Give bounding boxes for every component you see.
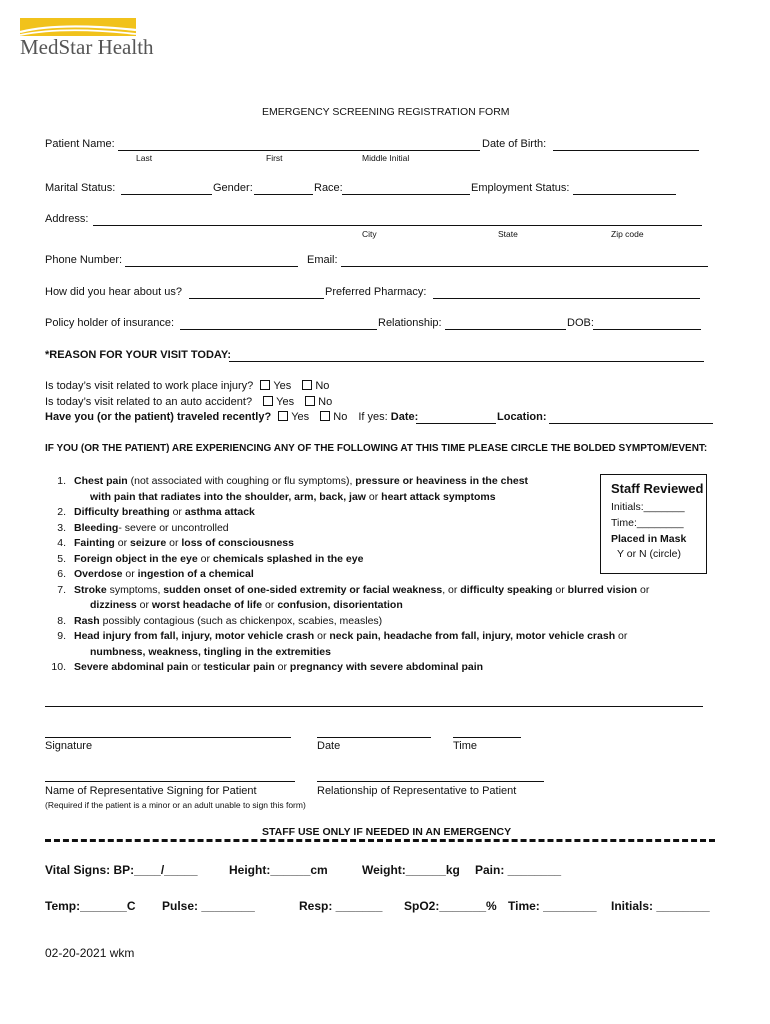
auto-no-checkbox[interactable]	[305, 396, 315, 406]
middle-caption: Middle Initial	[362, 153, 410, 163]
yes-label: Yes	[291, 411, 310, 423]
rep-note: (Required if the patient is a minor or an adult unable to sign this form)	[45, 800, 306, 810]
pulse: Pulse: ________	[162, 899, 255, 913]
full-width-rule	[45, 706, 703, 707]
work-yes-checkbox[interactable]	[260, 380, 270, 390]
dob-label: Date of Birth:	[482, 138, 547, 150]
symptom-item-8: 8. Rash possibly contagious (such as chickenpox, scabies, measles)	[57, 614, 383, 627]
if-yes-label: If yes:	[358, 411, 388, 423]
yes-label: Yes	[276, 396, 295, 408]
city-caption: City	[362, 229, 377, 239]
first-caption: First	[266, 153, 283, 163]
pharmacy-label: Preferred Pharmacy:	[325, 286, 427, 298]
staff-use-title: STAFF USE ONLY IF NEEDED IN AN EMERGENCY	[262, 826, 512, 838]
pain: Pain: ________	[475, 863, 562, 877]
signature-date-field[interactable]	[317, 737, 431, 738]
symptom-item-7-cont: dizziness or worst headache of life or confusion, disorientation	[90, 599, 403, 611]
dob2-label: DOB:	[567, 317, 594, 329]
medstar-logo-mark	[20, 18, 136, 36]
symptom-item-1: 1. Chest pain (not associated with coughing or flu symptoms), pressure or heaviness in the chest	[57, 475, 529, 487]
phone-field[interactable]	[125, 266, 298, 267]
staff-initials: Initials:_______	[611, 501, 685, 513]
hear-label: How did you hear about us?	[45, 286, 182, 298]
employment-field[interactable]	[573, 194, 676, 195]
staff-time: Time:________	[611, 517, 684, 529]
reason-label: *REASON FOR YOUR VISIT TODAY:	[45, 349, 232, 361]
time-caption: Time	[453, 740, 478, 752]
hear-field[interactable]	[189, 298, 324, 299]
dob-field[interactable]	[553, 150, 699, 151]
travel-date-label: Date:	[390, 411, 419, 423]
patient-name-label: Patient Name:	[45, 138, 115, 150]
marital-label: Marital Status:	[45, 182, 116, 194]
symptom-item-2: 2. Difficulty breathing or asthma attack	[57, 506, 255, 518]
no-label: No	[333, 411, 348, 423]
travel-location-label: Location:	[497, 411, 547, 423]
yes-label: Yes	[273, 380, 292, 392]
weight: Weight:______kg	[362, 863, 460, 877]
travel-yes-checkbox[interactable]	[278, 411, 288, 421]
rep-name-field[interactable]	[45, 781, 295, 782]
rep-relationship-caption: Relationship of Representative to Patient	[317, 785, 517, 797]
date-caption: Date	[317, 740, 341, 752]
symptom-item-6: 6. Overdose or ingestion of a chemical	[57, 568, 254, 580]
address-field[interactable]	[93, 225, 702, 226]
time-field: Time: ________	[508, 899, 597, 913]
patient-name-field[interactable]	[118, 150, 480, 151]
marital-field[interactable]	[121, 194, 212, 195]
logo-text: MedStar Health	[20, 35, 154, 59]
symptom-item-5: 5. Foreign object in the eye or chemicals splashed in the eye	[57, 552, 364, 565]
zip-caption: Zip code	[611, 229, 644, 239]
dob2-field[interactable]	[593, 329, 701, 330]
question-travel-text: Have you (or the patient) traveled recently?	[45, 411, 272, 423]
question-travel	[45, 411, 418, 423]
no-label: No	[318, 396, 333, 408]
address-label: Address:	[45, 213, 89, 225]
question-work-text: Is today’s visit related to work place injury?	[45, 380, 254, 392]
relationship-label: Relationship:	[378, 317, 442, 329]
rep-name-caption: Name of Representative Signing for Patient	[45, 785, 257, 797]
travel-no-checkbox[interactable]	[320, 411, 330, 421]
policy-label: Policy holder of insurance:	[45, 317, 175, 329]
symptom-item-9: 9. Head injury from fall, injury, motor vehicle crash or neck pain, headache from fall, injury, motor vehicle crash or	[57, 630, 628, 642]
symptom-item-3: 3. Bleeding- severe or uncontrolled	[57, 521, 229, 534]
dashed-divider	[45, 839, 715, 842]
symptom-item-1-cont: with pain that radiates into the shoulder, arm, back, jaw or heart attack symptoms	[90, 490, 496, 503]
pharmacy-field[interactable]	[433, 298, 700, 299]
race-label: Race:	[314, 182, 343, 194]
symptom-item-7: 7. Stroke symptoms, sudden onset of one-sided extremity or facial weakness, or difficulty speaking or blurred vision or	[57, 583, 650, 596]
instructions: IF YOU (OR THE PATIENT) ARE EXPERIENCING ANY OF THE FOLLOWING AT THIS TIME PLEASE CIRCLE THE BOLDED SYMPTOM/EVENT:	[45, 443, 708, 454]
staff-initials-field: Initials: ________	[611, 899, 710, 913]
symptom-item-9-cont: numbness, weakness, tingling in the extremities	[90, 645, 331, 658]
travel-date-field[interactable]	[416, 423, 496, 424]
work-no-checkbox[interactable]	[302, 380, 312, 390]
email-label: Email:	[307, 254, 338, 266]
rep-relationship-field[interactable]	[317, 781, 544, 782]
resp: Resp: _______	[299, 899, 383, 913]
footer-code: 02-20-2021 wkm	[45, 946, 135, 960]
relationship-field[interactable]	[445, 329, 566, 330]
height: Height:______cm	[229, 863, 328, 877]
no-label: No	[315, 380, 330, 392]
symptom-item-10: 10. Severe abdominal pain or testicular pain or pregnancy with severe abdominal pain	[51, 661, 484, 673]
gender-label: Gender:	[213, 182, 253, 194]
signature-field[interactable]	[45, 737, 291, 738]
email-field[interactable]	[341, 266, 708, 267]
race-field[interactable]	[342, 194, 470, 195]
question-work	[45, 380, 329, 392]
symptom-item-4: 4. Fainting or seizure or loss of consciousness	[57, 537, 294, 549]
form-title: EMERGENCY SCREENING REGISTRATION FORM	[262, 106, 510, 118]
auto-yes-checkbox[interactable]	[263, 396, 273, 406]
reason-field[interactable]	[229, 361, 704, 362]
travel-location-field[interactable]	[549, 423, 713, 424]
last-caption: Last	[136, 153, 153, 163]
question-auto	[45, 396, 332, 408]
spo2: SpO2:_______%	[404, 899, 497, 913]
staff-reviewed-title: Staff Reviewed	[611, 481, 704, 496]
employment-label: Employment Status:	[471, 182, 570, 194]
question-auto-text: Is today’s visit related to an auto accident?	[45, 396, 253, 408]
policy-field[interactable]	[180, 329, 377, 330]
signature-caption: Signature	[45, 740, 93, 752]
mask-yn: Y or N (circle)	[617, 548, 681, 560]
signature-time-field[interactable]	[453, 737, 521, 738]
staff-reviewed-box	[600, 474, 707, 574]
vital-signs: Vital Signs: BP:____/_____	[45, 863, 198, 877]
gender-field[interactable]	[254, 194, 313, 195]
placed-in-mask: Placed in Mask	[611, 533, 687, 545]
phone-label: Phone Number:	[45, 254, 123, 266]
state-caption: State	[498, 229, 518, 239]
temp: Temp:_______C	[45, 899, 136, 913]
